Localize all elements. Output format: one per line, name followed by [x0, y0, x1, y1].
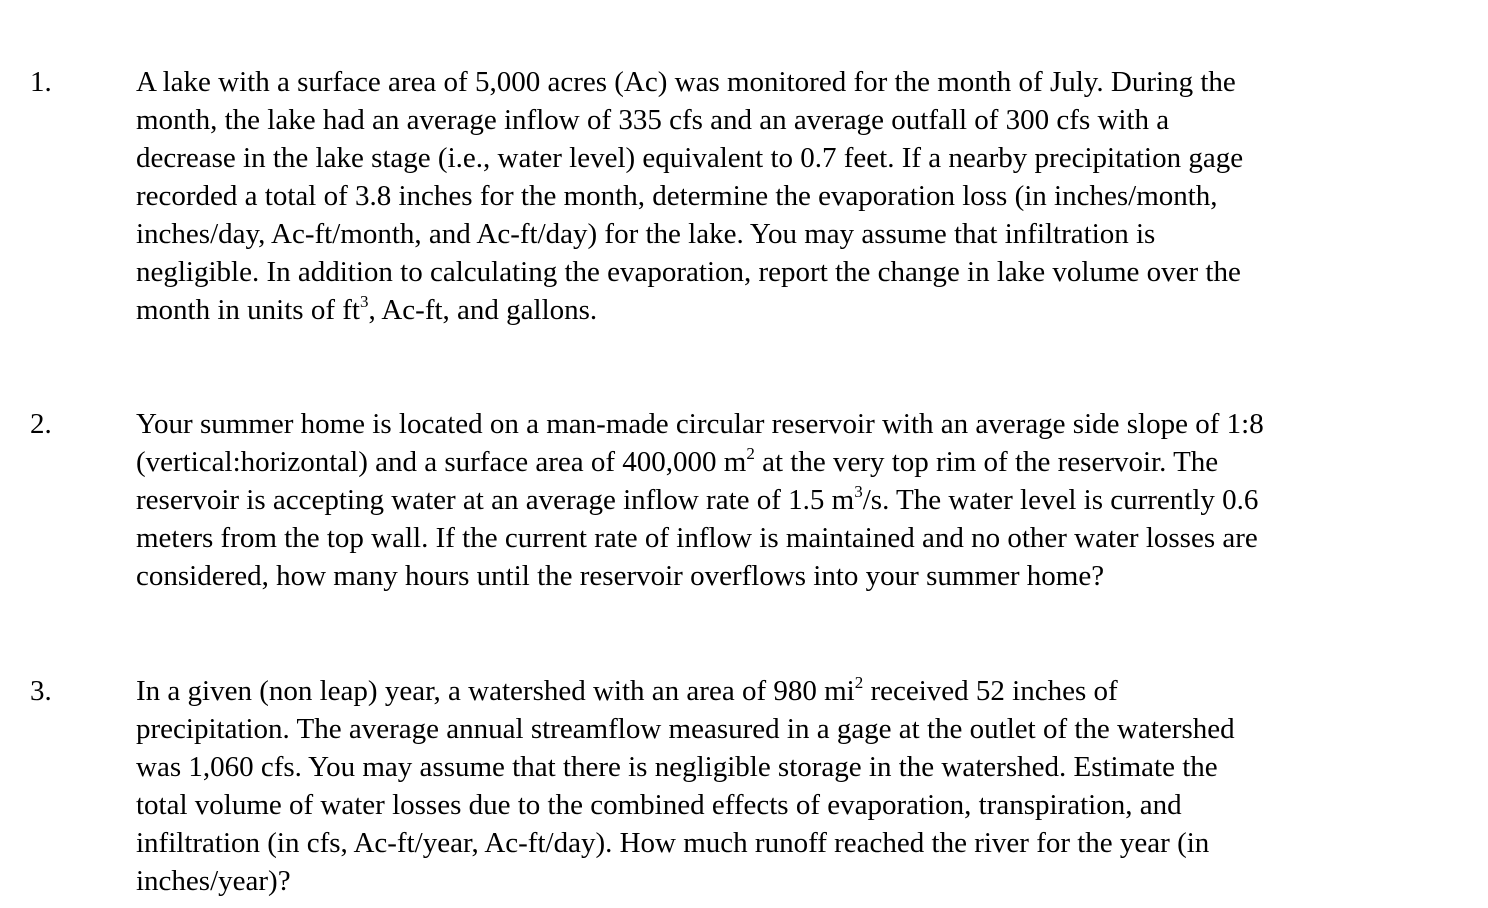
text-segment: month in units of ft	[136, 294, 360, 326]
text-line: considered, how many hours until the reservoir overflows into your summer home?	[136, 560, 1105, 592]
text-line: meters from the top wall. If the current rate of inflow is maintained and no other water losses are	[136, 522, 1258, 554]
text-line: negligible. In addition to calculating the evaporation, report the change in lake volume over the	[136, 256, 1241, 288]
problem-number: 2.	[30, 408, 52, 440]
text-segment: at the very top rim of the reservoir. The	[754, 446, 1219, 478]
text-line: A lake with a surface area of 5,000 acres (Ac) was monitored for the month of July. During the	[136, 66, 1236, 98]
text-segment: received 52 inches of	[863, 675, 1118, 707]
text-line	[136, 481, 1436, 519]
superscript: 3	[854, 482, 863, 501]
superscript: 2	[746, 444, 755, 463]
text-line: total volume of water losses due to the combined effects of evaporation, transpiration, and	[136, 789, 1182, 821]
superscript: 2	[854, 673, 864, 692]
text-line	[136, 672, 1436, 710]
text-line	[136, 291, 1436, 329]
text-line	[136, 443, 1436, 481]
text-segment: /s. The water level is currently 0.6	[862, 484, 1259, 516]
text-segment: In a given (non leap) year, a watershed with an area of 980 mi	[136, 675, 855, 707]
text-line: inches/year)?	[136, 865, 291, 897]
text-line: infiltration (in cfs, Ac-ft/year, Ac-ft/day). How much runoff reached the river for the year (in	[136, 827, 1210, 859]
text-line: inches/day, Ac-ft/month, and Ac-ft/day) for the lake. You may assume that infiltration is	[136, 218, 1156, 250]
problem-number: 3.	[30, 675, 52, 707]
text-line: was 1,060 cfs. You may assume that there is negligible storage in the watershed. Estimate the	[136, 751, 1218, 783]
text-line: decrease in the lake stage (i.e., water level) equivalent to 0.7 feet. If a nearby precipitation gage	[136, 142, 1244, 174]
text-segment: (vertical:horizontal) and a surface area of 400,000 m	[136, 446, 747, 478]
text-segment: reservoir is accepting water at an average inflow rate of 1.5 m	[136, 484, 855, 516]
problem-text	[136, 405, 1436, 595]
superscript: 3	[359, 292, 369, 311]
text-line: month, the lake had an average inflow of 335 cfs and an average outfall of 300 cfs with a	[136, 104, 1170, 136]
problem-text	[136, 672, 1436, 900]
text-line: Your summer home is located on a man-made circular reservoir with an average side slope of 1:8	[136, 408, 1264, 440]
text-segment: , Ac-ft, and gallons.	[368, 294, 598, 326]
problem-number: 1.	[30, 66, 52, 98]
problem-text	[136, 63, 1436, 329]
text-line: recorded a total of 3.8 inches for the month, determine the evaporation loss (in inches/month,	[136, 180, 1218, 212]
text-line: precipitation. The average annual streamflow measured in a gage at the outlet of the watershed	[136, 713, 1235, 745]
